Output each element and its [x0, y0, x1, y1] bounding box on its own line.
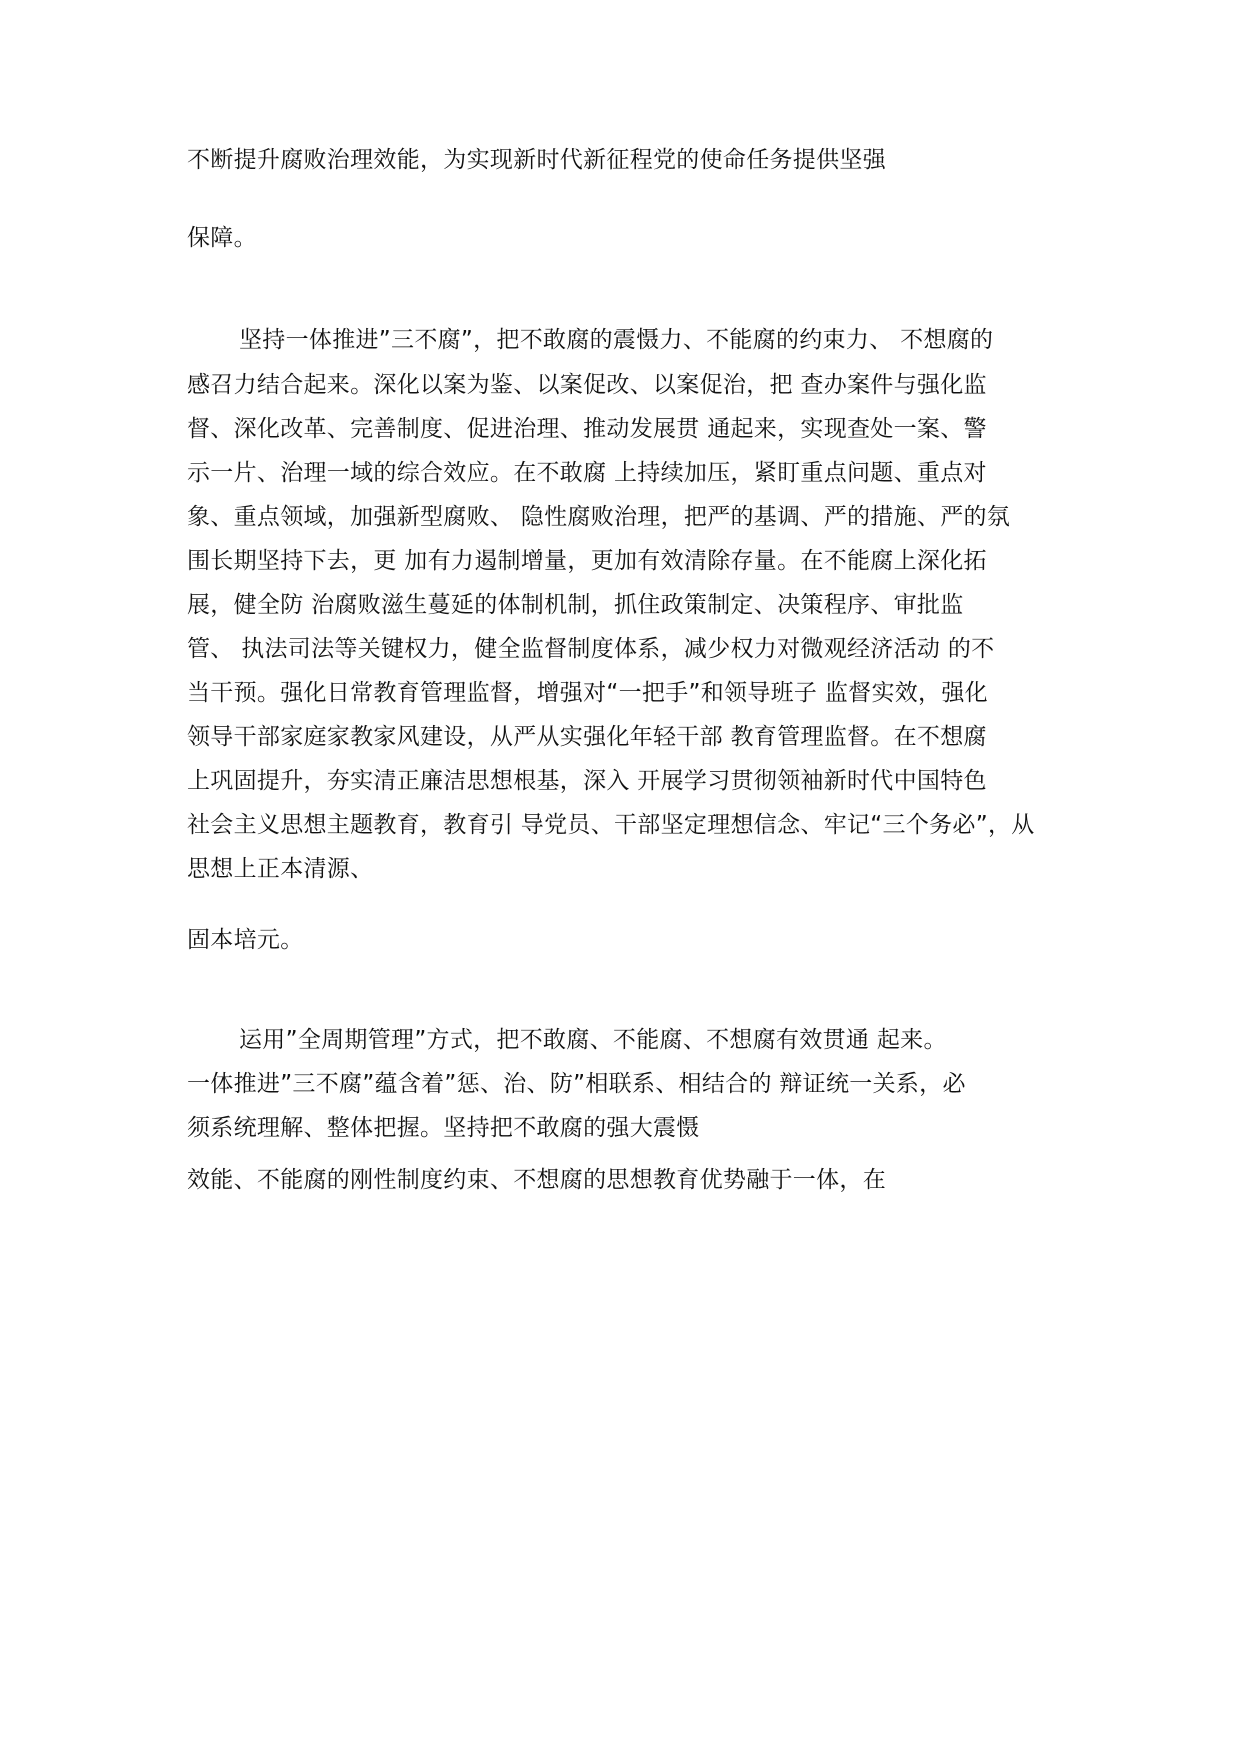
text-line: 运用”全周期管理”方式，把不敢腐、不能腐、不想腐有效贯通 起来。 [239, 1027, 947, 1053]
text-line: 上巩固提升，夯实清正廉洁思想根基，深入 开展学习贯彻领袖新时代中国特色 [187, 768, 987, 794]
text-line: 象、重点领域，加强新型腐败、 隐性腐败治理，把严的基调、严的措施、严的氛 [187, 504, 1011, 530]
text-line: 不断提升腐败治理效能，为实现新时代新征程党的使命任务提供坚强 [187, 147, 886, 173]
text-line: 感召力结合起来。深化以案为鉴、以案促改、以案促治，把 查办案件与强化监 [187, 372, 987, 398]
text-line: 领导干部家庭家教家风建设，从严从实强化年轻干部 教育管理监督。在不想腐 [187, 724, 987, 750]
text-line: 须系统理解、整体把握。坚持把不敢腐的强大震慑 [187, 1115, 700, 1141]
text-line: 思想上正本清源、 [187, 856, 374, 882]
text-line: 示一片、治理一域的综合效应。在不敢腐 上持续加压，紧盯重点问题、重点对 [187, 460, 987, 486]
text-line: 坚持一体推进”三不腐”，把不敢腐的震慑力、不能腐的约束力、 不想腐的 [239, 327, 994, 353]
text-line: 管、 执法司法等关键权力，健全监督制度体系，减少权力对微观经济活动 的不 [187, 636, 995, 662]
text-line: 固本培元。 [187, 927, 304, 953]
text-line: 效能、不能腐的刚性制度约束、不想腐的思想教育优势融于一体，在 [187, 1167, 886, 1193]
text-line: 社会主义思想主题教育，教育引 导党员、干部坚定理想信念、牢记“三个务必”，从 [187, 812, 1035, 838]
text-line: 督、深化改革、完善制度、促进治理、推动发展贯 通起来，实现查处一案、警 [187, 416, 987, 442]
text-line: 一体推进”三不腐”蕴含着”惩、治、防”相联系、相结合的 辩证统一关系，必 [187, 1071, 966, 1097]
text-line: 围长期坚持下去，更 加有力遏制增量，更加有效清除存量。在不能腐上深化拓 [187, 548, 987, 574]
text-line: 当干预。强化日常教育管理监督，增强对“一把手”和领导班子 监督实效，强化 [187, 680, 988, 706]
text-line: 保障。 [187, 225, 257, 251]
text-line: 展，健全防 治腐败滋生蔓延的体制机制，抓住政策制定、决策程序、审批监 [187, 592, 964, 618]
